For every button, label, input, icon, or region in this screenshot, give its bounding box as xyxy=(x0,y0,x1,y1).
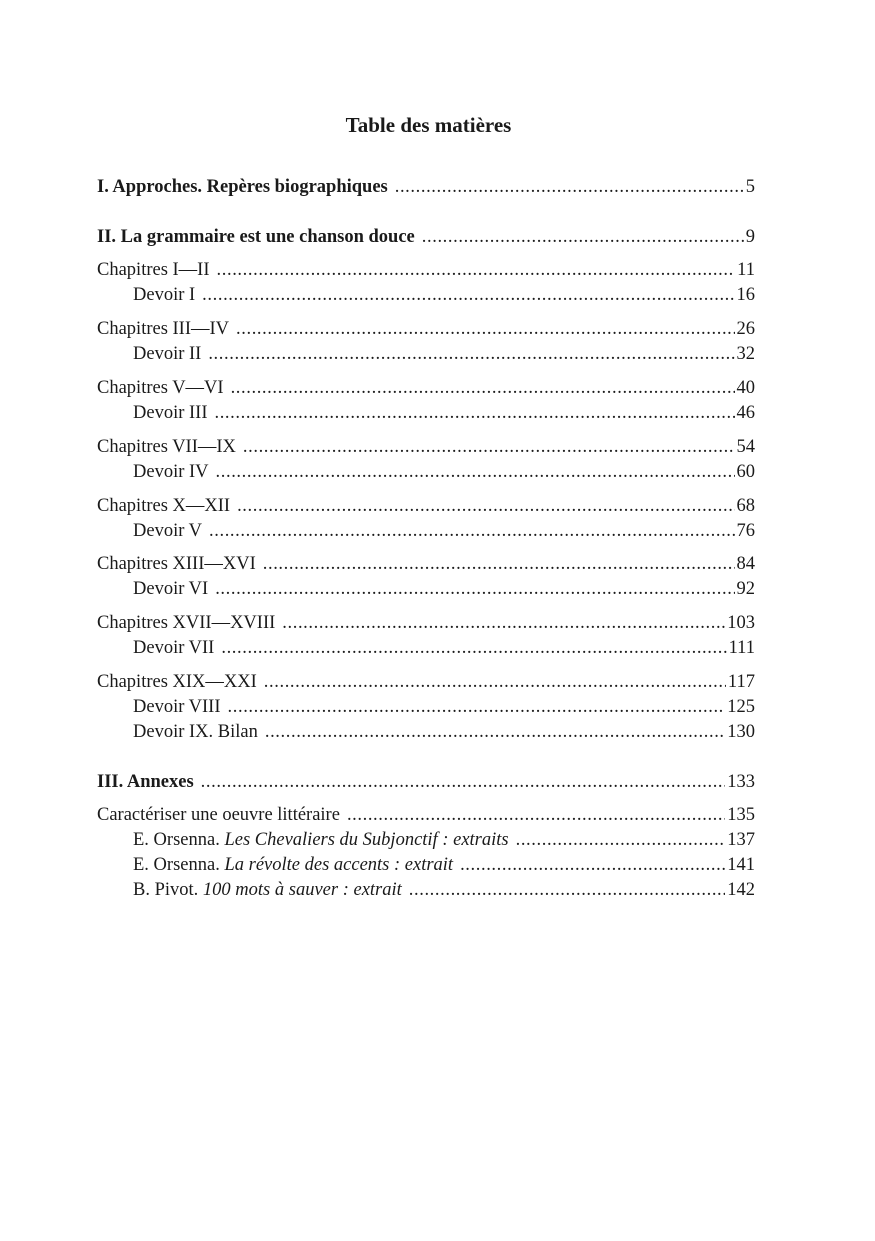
toc-work-title: Les Chevaliers du Subjonctif : extraits xyxy=(224,830,509,850)
toc-page-number: 142 xyxy=(727,880,755,900)
toc-page-number: 111 xyxy=(728,638,755,658)
toc-page-number: 11 xyxy=(737,260,755,280)
toc-page-number: 9 xyxy=(745,227,755,247)
toc-chapter-entry[interactable] xyxy=(97,494,755,519)
toc-chapter-entry[interactable] xyxy=(97,317,755,342)
toc-label: Chapitres VII—IX xyxy=(97,437,236,457)
toc-devoir-entry[interactable] xyxy=(133,342,755,367)
toc-page-number: 46 xyxy=(736,403,755,423)
dot-leader xyxy=(214,401,734,426)
toc-devoir-entry[interactable] xyxy=(133,695,755,720)
toc-page-number: 141 xyxy=(727,855,755,875)
toc-page-number: 32 xyxy=(736,344,755,364)
toc-devoir-entry[interactable] xyxy=(133,460,755,485)
toc-page-number: 133 xyxy=(727,772,755,792)
dot-leader xyxy=(460,853,725,878)
toc-page-number: 60 xyxy=(736,462,755,482)
dot-leader xyxy=(409,878,725,903)
toc-label: Chapitres XVII—XVIII xyxy=(97,613,276,633)
dot-leader xyxy=(243,435,735,460)
dot-leader xyxy=(263,552,735,577)
toc-label: Devoir IV xyxy=(133,462,209,482)
toc-author: E. Orsenna. xyxy=(133,830,220,850)
dot-leader xyxy=(221,636,726,661)
toc-excerpt-entry[interactable] xyxy=(133,878,755,903)
dot-leader xyxy=(217,258,736,283)
toc-page-number: 125 xyxy=(727,697,755,717)
toc-label: Devoir III xyxy=(133,403,208,423)
toc-chapter-entry[interactable] xyxy=(97,376,755,401)
dot-leader xyxy=(265,720,725,745)
dot-leader xyxy=(347,803,725,828)
toc-label: II. La grammaire est une chanson douce xyxy=(97,227,415,247)
dot-leader xyxy=(282,611,725,636)
toc-page-number: 137 xyxy=(727,830,755,850)
toc-page-number: 84 xyxy=(736,554,755,574)
toc-chapter-entry[interactable] xyxy=(97,611,755,636)
toc-excerpt-entry[interactable] xyxy=(133,828,755,853)
toc-annex-entry[interactable] xyxy=(97,803,755,828)
page-title: Table des matières xyxy=(345,113,512,137)
toc-page-number: 5 xyxy=(745,177,755,197)
toc-label: Devoir I xyxy=(133,285,196,305)
toc-page-number: 68 xyxy=(736,496,755,516)
toc-label: Chapitres III—IV xyxy=(97,319,230,339)
toc-page-number: 135 xyxy=(727,805,755,825)
toc-devoir-entry[interactable] xyxy=(133,283,755,308)
toc-part-1[interactable] xyxy=(97,175,755,200)
toc-author: B. Pivot. xyxy=(133,880,199,900)
toc-page-number: 117 xyxy=(727,672,755,692)
toc-page-number: 92 xyxy=(736,579,755,599)
toc-excerpt-entry[interactable] xyxy=(133,853,755,878)
toc-devoir-entry[interactable] xyxy=(133,636,755,661)
toc-page-number: 26 xyxy=(736,319,755,339)
toc-page-number: 54 xyxy=(736,437,755,457)
toc-devoir-entry[interactable] xyxy=(133,519,755,544)
toc-page-number: 40 xyxy=(736,378,755,398)
toc-devoir-entry[interactable] xyxy=(133,577,755,602)
toc-part-3[interactable] xyxy=(97,770,755,795)
toc-chapter-entry[interactable] xyxy=(97,258,755,283)
dot-leader xyxy=(395,175,744,200)
toc-label xyxy=(133,828,509,853)
toc-page-number: 130 xyxy=(727,722,755,742)
toc-label: III. Annexes xyxy=(97,772,194,792)
toc-chapter-entry[interactable] xyxy=(97,435,755,460)
toc-chapter-entry[interactable] xyxy=(97,670,755,695)
dot-leader xyxy=(208,342,734,367)
toc-label: Devoir V xyxy=(133,521,203,541)
dot-leader xyxy=(215,577,734,602)
toc-label: Devoir VI xyxy=(133,579,209,599)
toc-page-number: 76 xyxy=(736,521,755,541)
dot-leader xyxy=(202,283,734,308)
toc-page-number: 16 xyxy=(736,285,755,305)
toc-label: Caractériser une oeuvre littéraire xyxy=(97,805,340,825)
toc-part-2[interactable] xyxy=(97,225,755,250)
toc-label xyxy=(133,853,453,878)
toc-label: Devoir IX. Bilan xyxy=(133,722,258,742)
toc-label: I. Approches. Repères biographiques xyxy=(97,177,388,197)
toc-page-number: 103 xyxy=(727,613,755,633)
dot-leader xyxy=(516,828,726,853)
dot-leader xyxy=(264,670,726,695)
toc-label: Chapitres X—XII xyxy=(97,496,231,516)
toc-label: Devoir VII xyxy=(133,638,215,658)
toc-label xyxy=(133,878,402,903)
toc-label: Devoir II xyxy=(133,344,202,364)
dot-leader xyxy=(422,225,744,250)
toc-author: E. Orsenna. xyxy=(133,855,220,875)
dot-leader xyxy=(216,460,735,485)
toc-label: Chapitres XIII—XVI xyxy=(97,554,256,574)
toc-devoir-entry[interactable] xyxy=(133,720,755,745)
toc-label: Chapitres V—VI xyxy=(97,378,224,398)
toc-devoir-entry[interactable] xyxy=(133,401,755,426)
toc-work-title: 100 mots à sauver : extrait xyxy=(202,880,402,900)
toc-work-title: La révolte des accents : extrait xyxy=(224,855,454,875)
toc-label: Devoir VIII xyxy=(133,697,221,717)
toc-label: Chapitres XIX—XXI xyxy=(97,672,257,692)
dot-leader xyxy=(201,770,726,795)
toc-label: Chapitres I—II xyxy=(97,260,210,280)
toc-chapter-entry[interactable] xyxy=(97,552,755,577)
dot-leader xyxy=(237,494,734,519)
dot-leader xyxy=(209,519,734,544)
dot-leader xyxy=(236,317,734,342)
dot-leader xyxy=(231,376,735,401)
dot-leader xyxy=(228,695,726,720)
